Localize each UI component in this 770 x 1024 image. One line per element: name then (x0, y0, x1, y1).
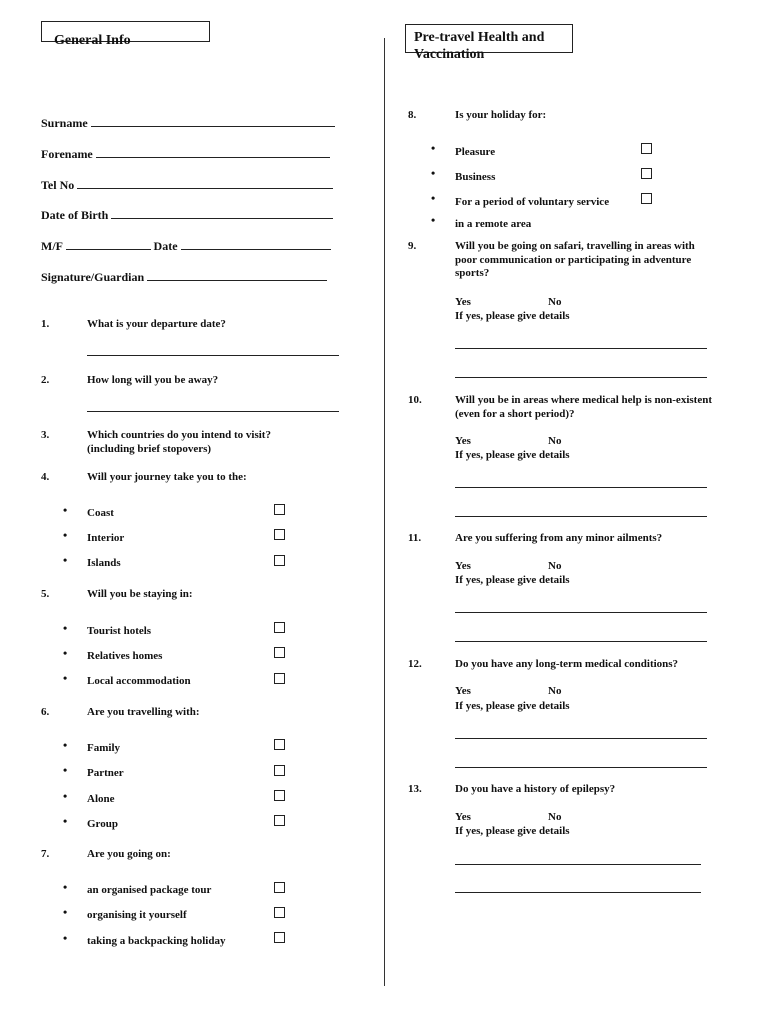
q13-yes[interactable]: Yes (455, 811, 471, 823)
q8-checkbox-pleasure[interactable] (641, 143, 652, 154)
q2-answer-line[interactable] (87, 411, 339, 412)
forename-field[interactable] (96, 147, 330, 158)
q5-checkbox-relatives-homes[interactable] (274, 647, 285, 658)
q7-option-package-tour: an organised package tour (87, 884, 212, 896)
q13-number: 13. (408, 783, 422, 795)
forename-label: Forename (41, 147, 93, 161)
tel-label: Tel No (41, 178, 75, 192)
q6-option-family: Family (87, 742, 120, 754)
q11-no[interactable]: No (548, 560, 562, 572)
q4-option-islands: Islands (87, 557, 121, 569)
q6-text: Are you travelling with: (87, 706, 200, 718)
q6-checkbox-family[interactable] (274, 739, 285, 750)
q13-detail-line-1[interactable] (455, 864, 701, 865)
forename-row (41, 147, 330, 162)
date-label: Date (153, 239, 178, 253)
q4-option-bullet: • (63, 503, 68, 517)
q11-number: 11. (408, 532, 422, 544)
surname-label: Surname (41, 116, 88, 130)
header-box-right (405, 24, 573, 62)
q4-option-bullet: • (63, 528, 68, 542)
q11-detail-line-2[interactable] (455, 641, 707, 642)
q9-details-label: If yes, please give details (455, 310, 570, 322)
q12-detail-line-1[interactable] (455, 738, 707, 739)
q2-number: 2. (41, 374, 50, 386)
q7-option-organising-yourself: organising it yourself (87, 909, 187, 921)
mf-label: M/F (41, 239, 63, 253)
q7-checkbox-backpacking[interactable] (274, 932, 285, 943)
q12-no[interactable]: No (548, 685, 562, 697)
q5-option-bullet: • (63, 646, 68, 660)
q8-option-bullet: • (431, 166, 436, 180)
signature-field[interactable] (147, 270, 327, 281)
q1-text: What is your departure date? (87, 318, 226, 330)
q6-option-bullet: • (63, 763, 68, 777)
column-divider (384, 38, 385, 986)
q6-option-bullet: • (63, 738, 68, 752)
q7-option-backpacking: taking a backpacking holiday (87, 935, 226, 947)
dob-field[interactable] (111, 208, 333, 219)
q8-option-pleasure: Pleasure (455, 146, 496, 158)
q7-number: 7. (41, 848, 50, 860)
date-field[interactable] (181, 239, 331, 250)
q4-option-interior: Interior (87, 532, 125, 544)
q4-option-coast: Coast (87, 507, 114, 519)
q6-checkbox-partner[interactable] (274, 765, 285, 776)
q4-checkbox-coast[interactable] (274, 504, 285, 515)
q11-details-label: If yes, please give details (455, 574, 570, 586)
q12-detail-line-2[interactable] (455, 767, 707, 768)
q6-option-alone: Alone (87, 793, 115, 805)
q11-text: Are you suffering from any minor ailments? (455, 532, 663, 544)
q7-option-bullet: • (63, 931, 68, 945)
q7-option-bullet: • (63, 905, 68, 919)
q5-number: 5. (41, 588, 50, 600)
q1-number: 1. (41, 318, 50, 330)
q6-checkbox-group[interactable] (274, 815, 285, 826)
q8-option-bullet: • (431, 213, 436, 227)
surname-row (41, 116, 335, 131)
q9-text: Will you be going on safari, travelling in areas with poor communication or participating in adventure sports? (455, 240, 695, 279)
q2-text: How long will you be away? (87, 374, 219, 386)
header-box-left-text: General Info (54, 33, 131, 48)
q11-yes[interactable]: Yes (455, 560, 471, 572)
q8-option-bullet: • (431, 141, 436, 155)
q5-checkbox-tourist-hotels[interactable] (274, 622, 285, 633)
signature-label: Signature/Guardian (41, 270, 145, 284)
q10-details-label: If yes, please give details (455, 449, 570, 461)
q5-option-local-accommodation: Local accommodation (87, 675, 191, 687)
q9-no[interactable]: No (548, 296, 562, 308)
q13-detail-line-2[interactable] (455, 892, 701, 893)
signature-row (41, 270, 327, 285)
q4-number: 4. (41, 471, 50, 483)
dob-label: Date of Birth (41, 208, 109, 222)
q7-checkbox-package-tour[interactable] (274, 882, 285, 893)
q6-option-group: Group (87, 818, 118, 830)
q12-details-label: If yes, please give details (455, 700, 570, 712)
surname-field[interactable] (91, 116, 335, 127)
q8-option-remote-area: in a remote area (455, 218, 532, 230)
q5-option-bullet: • (63, 621, 68, 635)
q13-no[interactable]: No (548, 811, 562, 823)
q6-option-partner: Partner (87, 767, 124, 779)
q7-checkbox-organising-yourself[interactable] (274, 907, 285, 918)
q13-text: Do you have a history of epilepsy? (455, 783, 616, 795)
q9-yes[interactable]: Yes (455, 296, 471, 308)
header-box-left (41, 21, 210, 48)
q6-option-bullet: • (63, 814, 68, 828)
q7-option-bullet: • (63, 880, 68, 894)
tel-field[interactable] (77, 178, 333, 189)
tel-row (41, 178, 333, 193)
q5-option-tourist-hotels: Tourist hotels (87, 625, 152, 637)
q10-detail-line-1[interactable] (455, 487, 707, 488)
q4-checkbox-interior[interactable] (274, 529, 285, 540)
q11-detail-line-1[interactable] (455, 612, 707, 613)
q8-checkbox-business[interactable] (641, 168, 652, 179)
q12-yes[interactable]: Yes (455, 685, 471, 697)
q4-text: Will your journey take you to the: (87, 471, 247, 483)
q4-checkbox-islands[interactable] (274, 555, 285, 566)
q7-text: Are you going on: (87, 848, 171, 860)
q8-text: Is your holiday for: (455, 109, 547, 121)
q8-option-voluntary-service: For a period of voluntary service (455, 196, 610, 208)
q10-text: Will you be in areas where medical help is non-existent (even for a short period)? (455, 394, 712, 420)
q3-number: 3. (41, 429, 50, 441)
header-box-right-text: Pre-travel Health and Vaccination (414, 30, 545, 62)
q8-checkbox-voluntary-service[interactable] (641, 193, 652, 204)
q5-option-relatives-homes: Relatives homes (87, 650, 163, 662)
q9-number: 9. (408, 240, 417, 252)
q5-checkbox-local-accommodation[interactable] (274, 673, 285, 684)
q8-option-business: Business (455, 171, 496, 183)
q8-option-bullet: • (431, 191, 436, 205)
mf-field[interactable] (66, 239, 151, 250)
q3-text: Which countries do you intend to visit? (including brief stopovers) (87, 429, 271, 455)
q9-detail-line-1[interactable] (455, 348, 707, 349)
q10-number: 10. (408, 394, 422, 406)
q5-text: Will you be staying in: (87, 588, 193, 600)
q8-number: 8. (408, 109, 417, 121)
q10-no[interactable]: No (548, 435, 562, 447)
q6-option-bullet: • (63, 789, 68, 803)
dob-row (41, 208, 333, 223)
q13-details-label: If yes, please give details (455, 825, 570, 837)
q5-option-bullet: • (63, 671, 68, 685)
q10-yes[interactable]: Yes (455, 435, 471, 447)
q1-answer-line[interactable] (87, 355, 339, 356)
q9-detail-line-2[interactable] (455, 377, 707, 378)
q12-number: 12. (408, 658, 422, 670)
mf-date-row (41, 239, 331, 254)
q6-checkbox-alone[interactable] (274, 790, 285, 801)
q6-number: 6. (41, 706, 50, 718)
q10-detail-line-2[interactable] (455, 516, 707, 517)
q4-option-bullet: • (63, 553, 68, 567)
q12-text: Do you have any long-term medical conditions? (455, 658, 679, 670)
